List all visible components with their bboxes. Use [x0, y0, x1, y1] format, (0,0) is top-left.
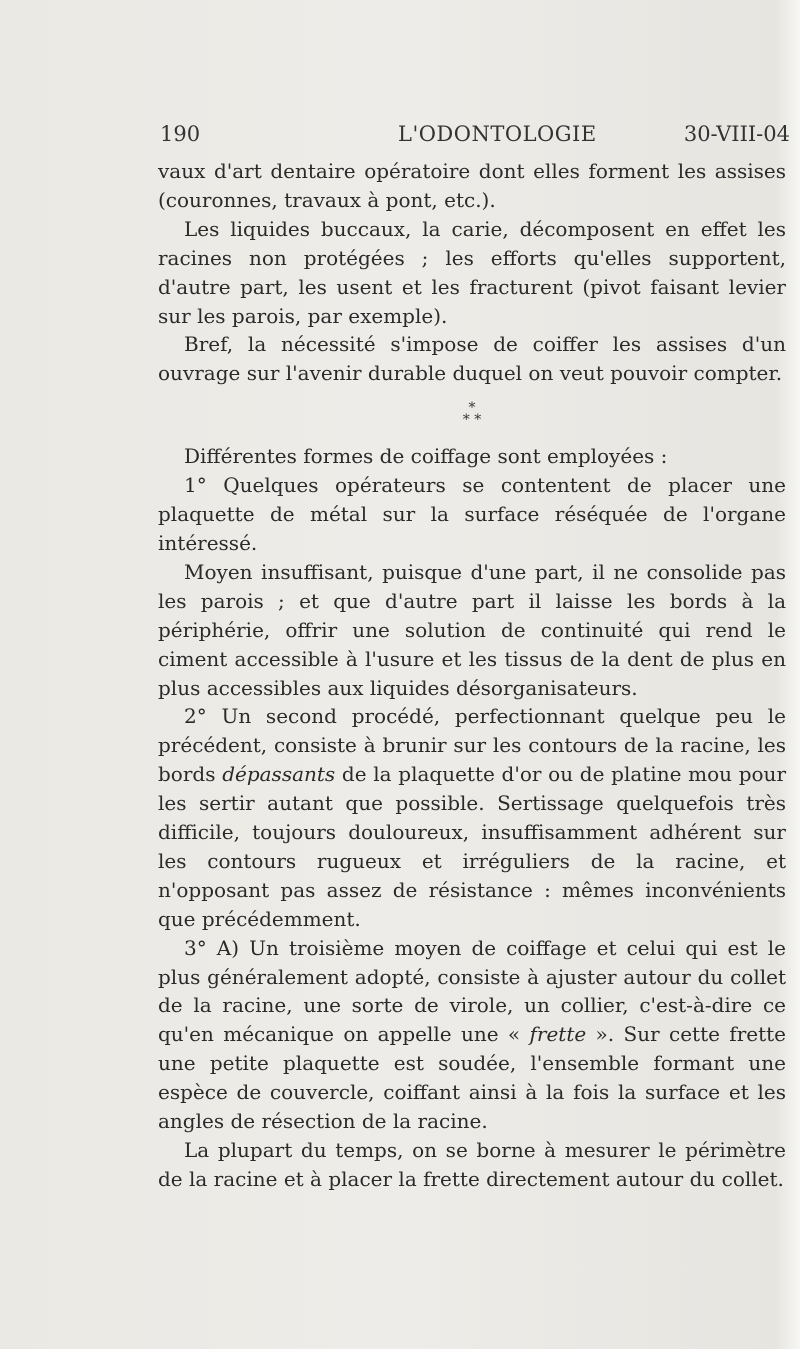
paragraph: Bref, la nécessité s'impose de coiffer les assises d'un ouvrage sur l'avenir durable duquel on veut pouvoir compter. — [158, 332, 786, 386]
body-text — [158, 157, 786, 1194]
paragraph: Différentes formes de coiffage sont employées : — [184, 444, 668, 469]
issue-date: 30-VIII-04 — [683, 122, 790, 146]
paragraph-text: 3° A) Un troisième moyen de coiffage et celui qui est le plus généralement adopté, consiste à ajuster autour du collet de la racine, une sorte de virole, un collier, c'est-à-dire ce qu'en mécanique on appelle une « — [158, 935, 786, 1047]
italic-term: frette — [529, 1022, 587, 1047]
separator-star-bottom: * * — [462, 412, 482, 429]
section-separator — [158, 400, 786, 429]
paragraph-text: de la plaquette d'or ou de platine mou pour les sertir autant que possible. Sertissage quelquefois très difficile, toujours douloureux, insuffisamment adhérent sur les contours rugueux et irréguliers de la racine, et n'opposant pas assez de résistance : mêmes inconvénients que précédemment. — [158, 762, 787, 931]
paragraph: Moyen insuffisant, puisque d'une part, il ne consolide pas les parois ; et que d'autre part il laisse les bords à la périphérie, offrir une solution de continuité qui rend le ciment accessible à l'usure et les tissus de la dent de plus en plus accessibles aux liquides désorganisateurs. — [158, 559, 786, 700]
paragraph-text: 2° Un second procédé, perfectionnant quelque peu le précédent, consiste à brunir sur les contours de la racine, les bords — [158, 704, 786, 787]
italic-term: dépassants — [222, 762, 336, 787]
journal-title: L'ODONTOLOGIE — [398, 122, 597, 146]
paragraph: Les liquides buccaux, la carie, décomposent en effet les racines non protégées ; les efforts qu'elles supportent, d'autre part, les usent et les fracturent (pivot faisant levier sur les parois, par exemple). — [158, 216, 786, 328]
running-header — [160, 122, 790, 152]
paragraph: La plupart du temps, on se borne à mesurer le périmètre de la racine et à placer la frette directement autour du collet. — [158, 1138, 786, 1191]
paragraph-text: ». Sur cette frette une petite plaquette est soudée, l'ensemble formant une espèce de couvercle, coiffant ainsi à la fois la surface et les angles de résection de la racine. — [158, 1022, 787, 1134]
paragraph-continuation: vaux d'art dentaire opératoire dont elles forment les assises (couronnes, travaux à pont, etc.). — [158, 159, 786, 212]
paragraph — [158, 702, 786, 933]
paragraph — [158, 934, 786, 1136]
paragraph: 1° Quelques opérateurs se contentent de placer une plaquette de métal sur la surface réséquée de l'organe intéressé. — [158, 473, 786, 555]
separator-star-top: * — [468, 400, 476, 417]
page-number: 190 — [160, 122, 201, 146]
